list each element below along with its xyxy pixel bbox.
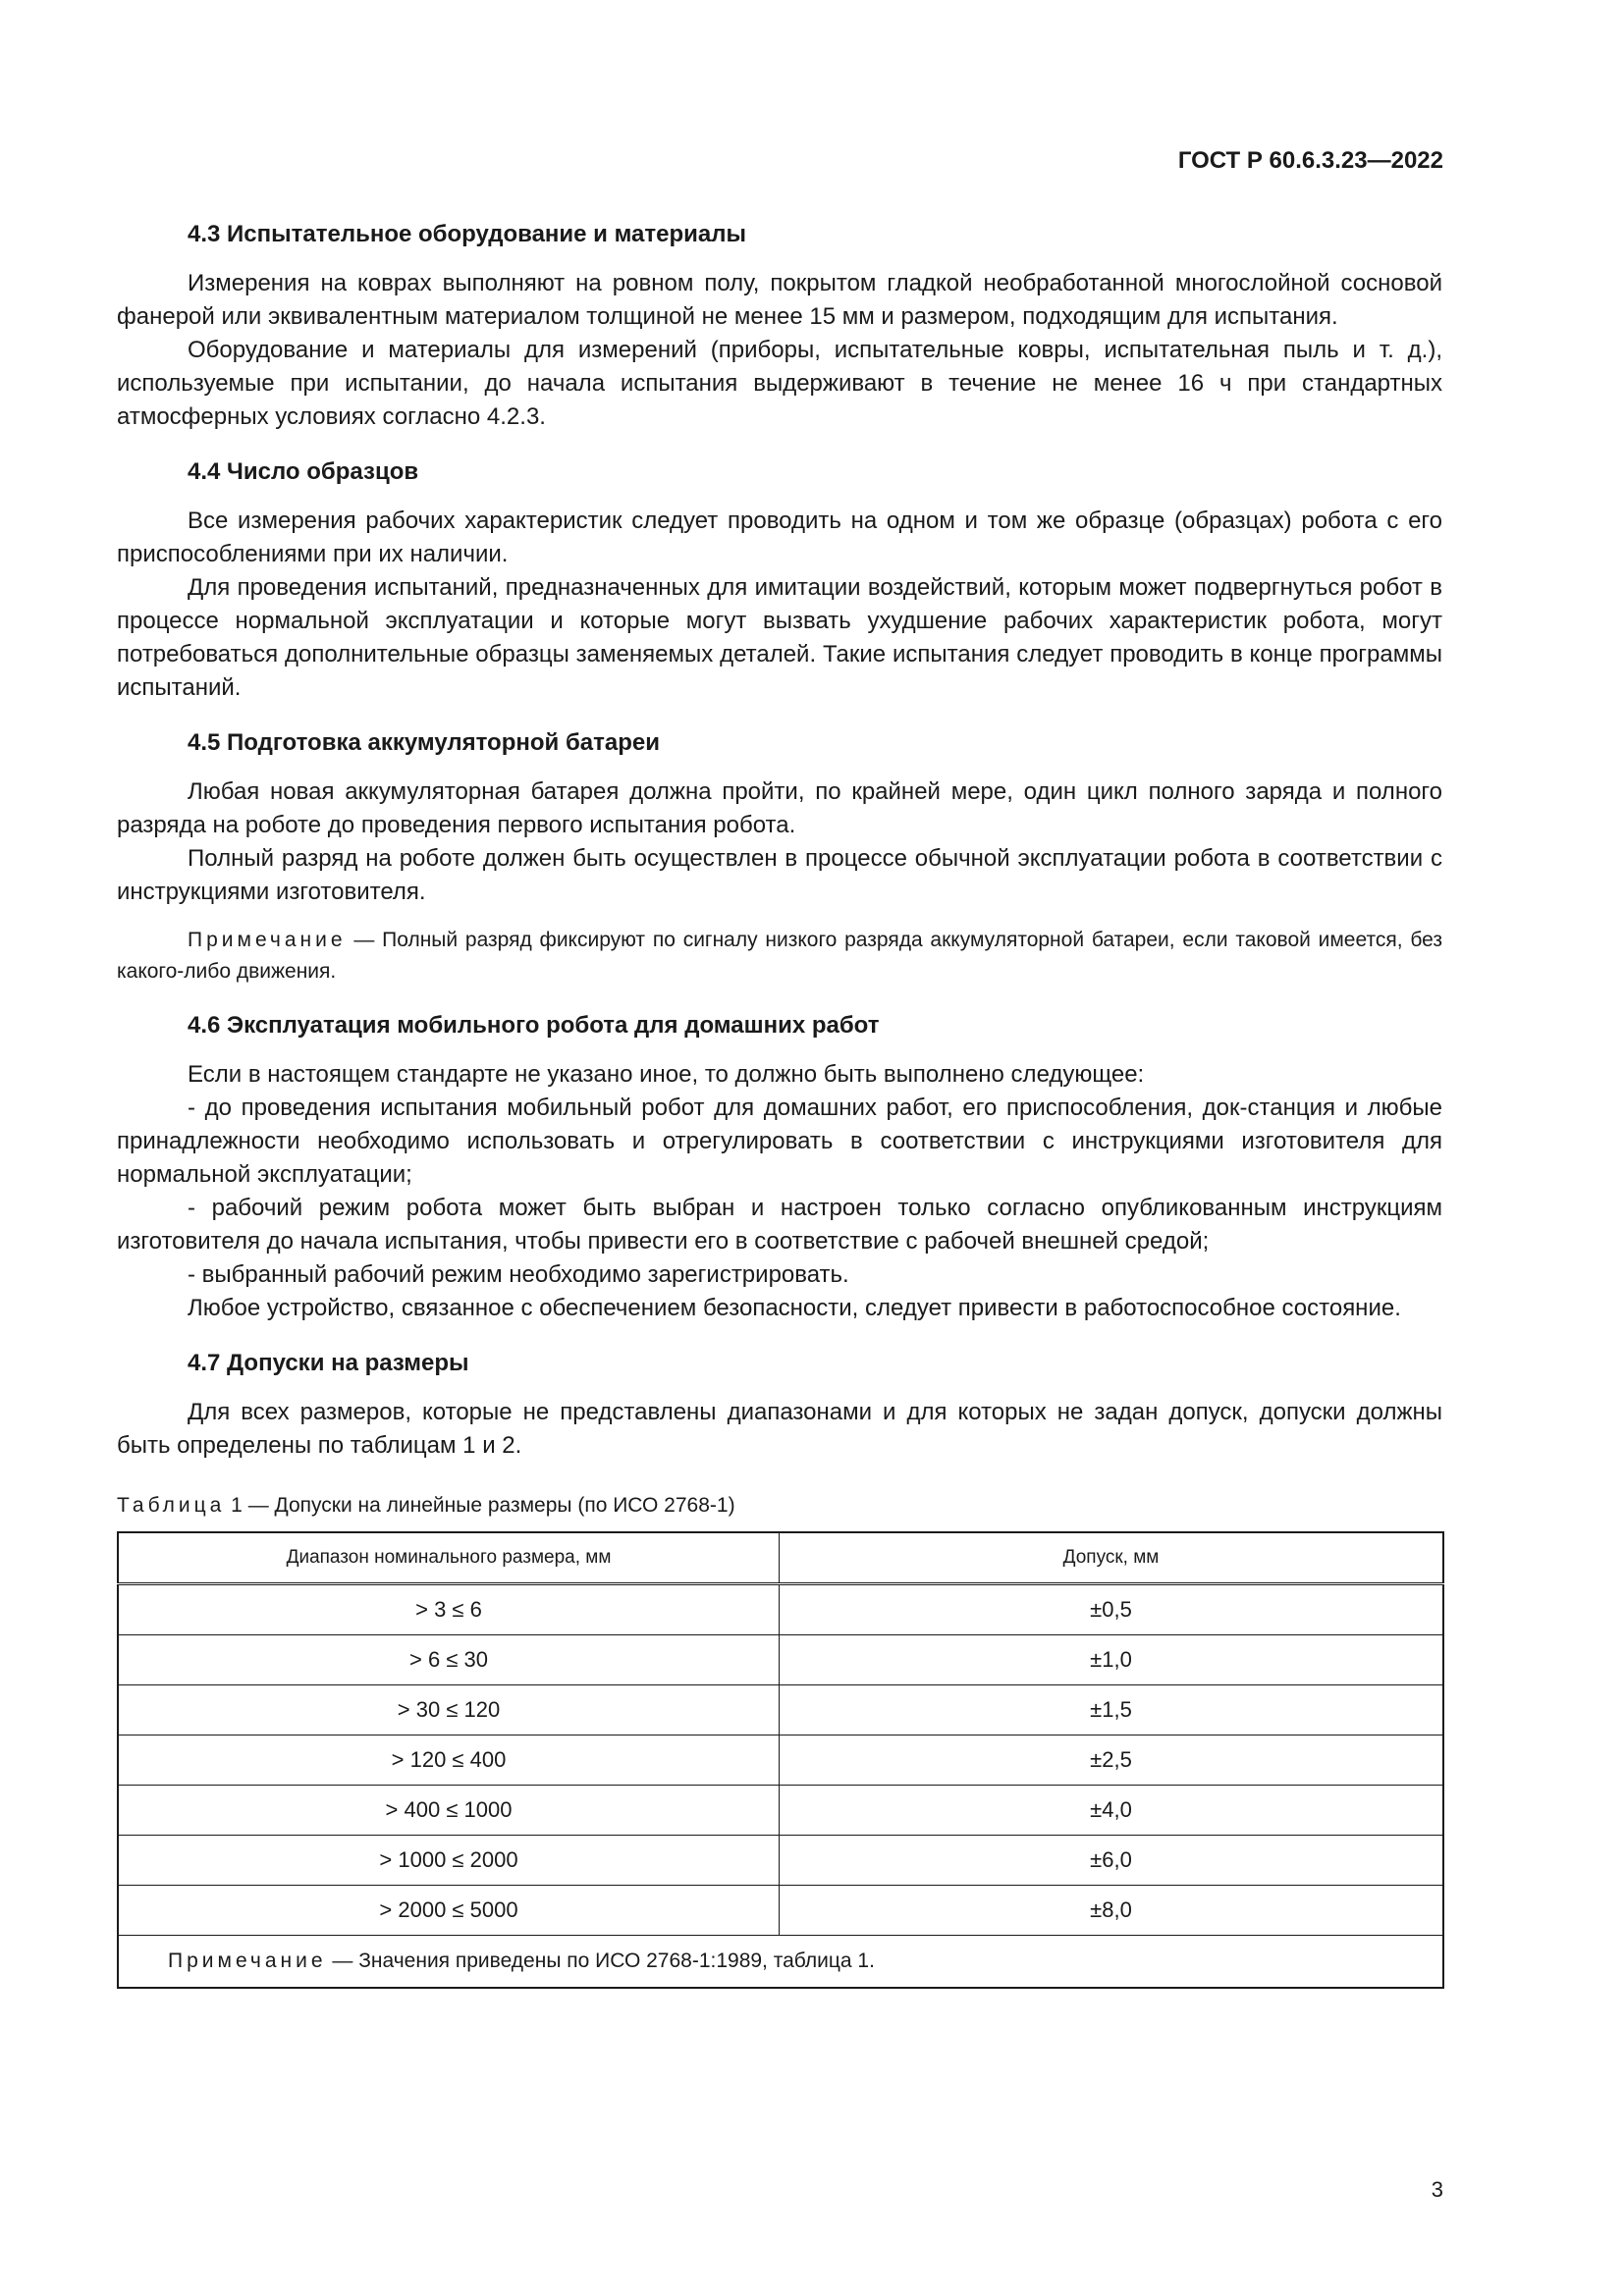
table-caption-text: 1 — Допуски на линейные размеры (по ИСО 2768-1) [225,1494,735,1517]
range-cell: > 30 ≤ 120 [118,1685,780,1735]
range-cell: > 3 ≤ 6 [118,1584,780,1635]
table-note-label: Примечание [168,1949,327,1972]
table-caption [117,1492,1442,1520]
tolerance-cell: ±1,5 [780,1685,1444,1735]
section-4-4 [117,455,1442,705]
paragraph: Полный разряд на роботе должен быть осуществлен в процессе обычной эксплуатации робота в соответствии с инструкциями изготовителя. [117,845,1442,905]
section-4-5 [117,726,1442,988]
paragraph: Если в настоящем стандарте не указано иное, то должно быть выполнено следующее: [188,1061,1145,1088]
section-title: 4.5 Подготовка аккумуляторной батареи [188,729,660,756]
paragraph: Все измерения рабочих характеристик следует проводить на одном и том же образце (образцах) робота с его приспособлениями при их наличии. [117,507,1442,567]
tolerance-cell: ±4,0 [780,1786,1444,1836]
range-cell: > 400 ≤ 1000 [118,1786,780,1836]
paragraph: Любая новая аккумуляторная батарея должна пройти, по крайней мере, один цикл полного заряда и полного разряда на роботе до проведения первого испытания робота. [117,778,1442,838]
document-code: ГОСТ Р 60.6.3.23—2022 [1177,147,1443,174]
paragraph: Для всех размеров, которые не представлены диапазонами и для которых не задан допуск, допуски должны быть определены по таблицам 1 и 2. [117,1399,1442,1459]
table-caption-label: Таблица [117,1494,226,1517]
table-header-row [118,1532,1443,1584]
paragraph: Для проведения испытаний, предназначенных для имитации воздействий, которым может подвергнуться робот в процессе нормальной эксплуатации и которые могут вызвать ухудшение рабочих характеристик робота, могут потребоваться дополнительные образцы заменяемых деталей. Такие испытания следует проводить в конце программы испытаний. [117,574,1442,701]
range-cell: > 1000 ≤ 2000 [118,1836,780,1886]
section-4-6 [117,1009,1442,1325]
table-row [118,1685,1443,1735]
note-label: Примечание [188,929,347,951]
column-header-range: Диапазон номинального размера, мм [118,1532,780,1584]
paragraph: Оборудование и материалы для измерений (приборы, испытательные ковры, испытательная пыль и т. д.), используемые при испытании, до начала испытания выдерживают в течение не менее 16 ч при стандартных атмосферных условиях согласно 4.2.3. [117,337,1442,430]
table-row [118,1886,1443,1936]
list-item: - до проведения испытания мобильный робот для домашних работ, его приспособления, док-станция и любые принадлежности необходимо использовать и отрегулировать в соответствии с инструкциями изготовителя для нормальной эксплуатации; [117,1095,1442,1188]
note [117,925,1442,988]
document-body [117,218,1442,1989]
section-4-7 [117,1347,1442,1463]
list-item: - рабочий режим робота может быть выбран и настроен только согласно опубликованным инструкциям изготовителя до начала испытания, чтобы привести его в соответствие с рабочей внешней средой; [117,1195,1442,1255]
table-note-text: — Значения приведены по ИСО 2768-1:1989, таблица 1. [326,1949,875,1972]
tolerance-table [117,1531,1444,1989]
tolerance-cell: ±6,0 [780,1836,1444,1886]
table-row [118,1786,1443,1836]
tolerance-cell: ±1,0 [780,1635,1444,1685]
tolerance-cell: ±8,0 [780,1886,1444,1936]
table-row [118,1735,1443,1786]
section-4-3 [117,218,1442,434]
table-row [118,1635,1443,1685]
section-title: 4.7 Допуски на размеры [188,1350,469,1376]
paragraph: Измерения на коврах выполняют на ровном полу, покрытом гладкой необработанной многослойной сосновой фанерой или эквивалентным материалом толщиной не менее 15 мм и размером, подходящим для испытания. [117,270,1442,330]
tolerance-cell: ±2,5 [780,1735,1444,1786]
table-row [118,1584,1443,1635]
table-row [118,1836,1443,1886]
tolerance-cell: ±0,5 [780,1584,1444,1635]
note-text: — Полный разряд фиксируют по сигналу низкого разряда аккумуляторной батареи, если таковой имеется, без какого-либо движения. [117,929,1442,983]
list-item: - выбранный рабочий режим необходимо зарегистрировать. [188,1261,849,1288]
page-number: 3 [1431,2177,1443,2202]
column-header-tolerance: Допуск, мм [780,1532,1444,1584]
section-title: 4.3 Испытательное оборудование и материалы [188,221,746,247]
paragraph: Любое устройство, связанное с обеспечением безопасности, следует привести в работоспособное состояние. [188,1295,1401,1321]
range-cell: > 6 ≤ 30 [118,1635,780,1685]
section-title: 4.4 Число образцов [188,458,419,485]
section-title: 4.6 Эксплуатация мобильного робота для домашних работ [188,1012,880,1039]
table-note-row [118,1936,1443,1989]
table-note [118,1936,1443,1989]
range-cell: > 120 ≤ 400 [118,1735,780,1786]
range-cell: > 2000 ≤ 5000 [118,1886,780,1936]
